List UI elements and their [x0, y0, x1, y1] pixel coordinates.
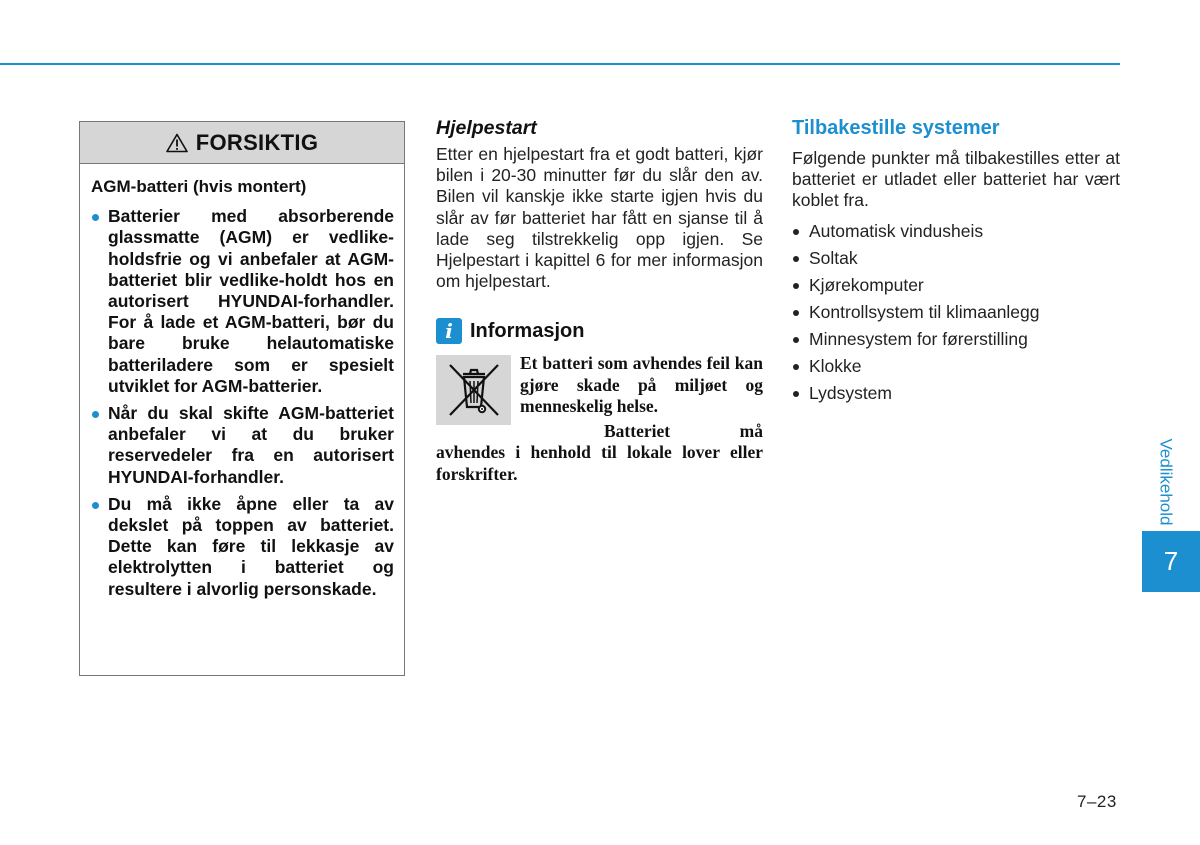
caution-box [79, 121, 405, 676]
section-label-text: Vedlikehold [1156, 438, 1175, 526]
section-label [1150, 432, 1180, 532]
caution-subtitle: AGM-batteri (hvis montert) [91, 177, 307, 196]
list-item: Klokke [792, 353, 1120, 380]
list-item: Kontrollsystem til klimaanlegg [792, 299, 1120, 326]
info-paragraph-2: Batteriet må avhendes i henhold til lokale lover eller forskrifter. [436, 420, 763, 484]
info-paragraph-1: Et batteri som avhendes feil kan gjøre skade på miljøet og menneskelig helse. [520, 353, 763, 417]
info-icon: i [436, 318, 462, 344]
info-header [436, 318, 763, 344]
right-column [792, 117, 1120, 407]
caution-item: Når du skal skifte AGM-batteriet anbefaler vi at du bruker reservedeler fra en autorisert HYUNDAI-forhandler. [91, 403, 394, 488]
warning-triangle-icon [166, 133, 188, 153]
jumpstart-text: Etter en hjelpestart fra et godt batteri, kjør bilen i 20-30 minutter før du slår den av. Bilen vil kanskje ikke starte igjen hvis du slår av før batteriet har fått en sjanse til å lade seg tilstrekkelig opp igjen. Se Hjelpestart i kapittel 6 for mer informasjon om hjelpestart. [436, 144, 763, 292]
jumpstart-heading: Hjelpestart [436, 117, 537, 139]
reset-intro: Følgende punkter må tilbakestilles etter at batteriet er utladet eller batteriet har vært koblet fra. [792, 148, 1120, 211]
info-title: Informasjon [470, 319, 585, 342]
list-item: Automatisk vindusheis [792, 218, 1120, 245]
list-item: Soltak [792, 245, 1120, 272]
middle-column [436, 117, 763, 485]
top-rule [0, 63, 1120, 65]
reset-heading: Tilbakestille systemer [792, 117, 1000, 139]
reset-list [792, 218, 1120, 407]
list-item: Lydsystem [792, 380, 1120, 407]
caution-list [91, 206, 394, 600]
list-item: Kjørekomputer [792, 272, 1120, 299]
caution-item: Du må ikke åpne eller ta av dekslet på toppen av batteriet. Dette kan føre til lekkasje av elektrolytten i batteriet og resultere i alvorlig personskade. [91, 494, 394, 600]
caution-title: FORSIKTIG [195, 129, 319, 155]
caution-header [80, 122, 404, 164]
caution-body [80, 164, 404, 600]
info-body [436, 353, 763, 485]
list-item: Minnesystem for førerstilling [792, 326, 1120, 353]
chapter-tab: 7 [1142, 531, 1200, 592]
caution-item: Batterier med absorberende glassmatte (AGM) er vedlike-holdsfrie og vi anbefaler at AGM-batteriet blir vedlike-holdt hos en autorisert HYUNDAI-forhandler. For å lade et AGM-batteri, bør du bare bruke helautomatiske batteriladere som er spesielt utviklet for AGM-batterier. [91, 206, 394, 397]
crossed-out-bin-icon [436, 355, 511, 425]
page-number: 7–23 [1077, 792, 1117, 811]
